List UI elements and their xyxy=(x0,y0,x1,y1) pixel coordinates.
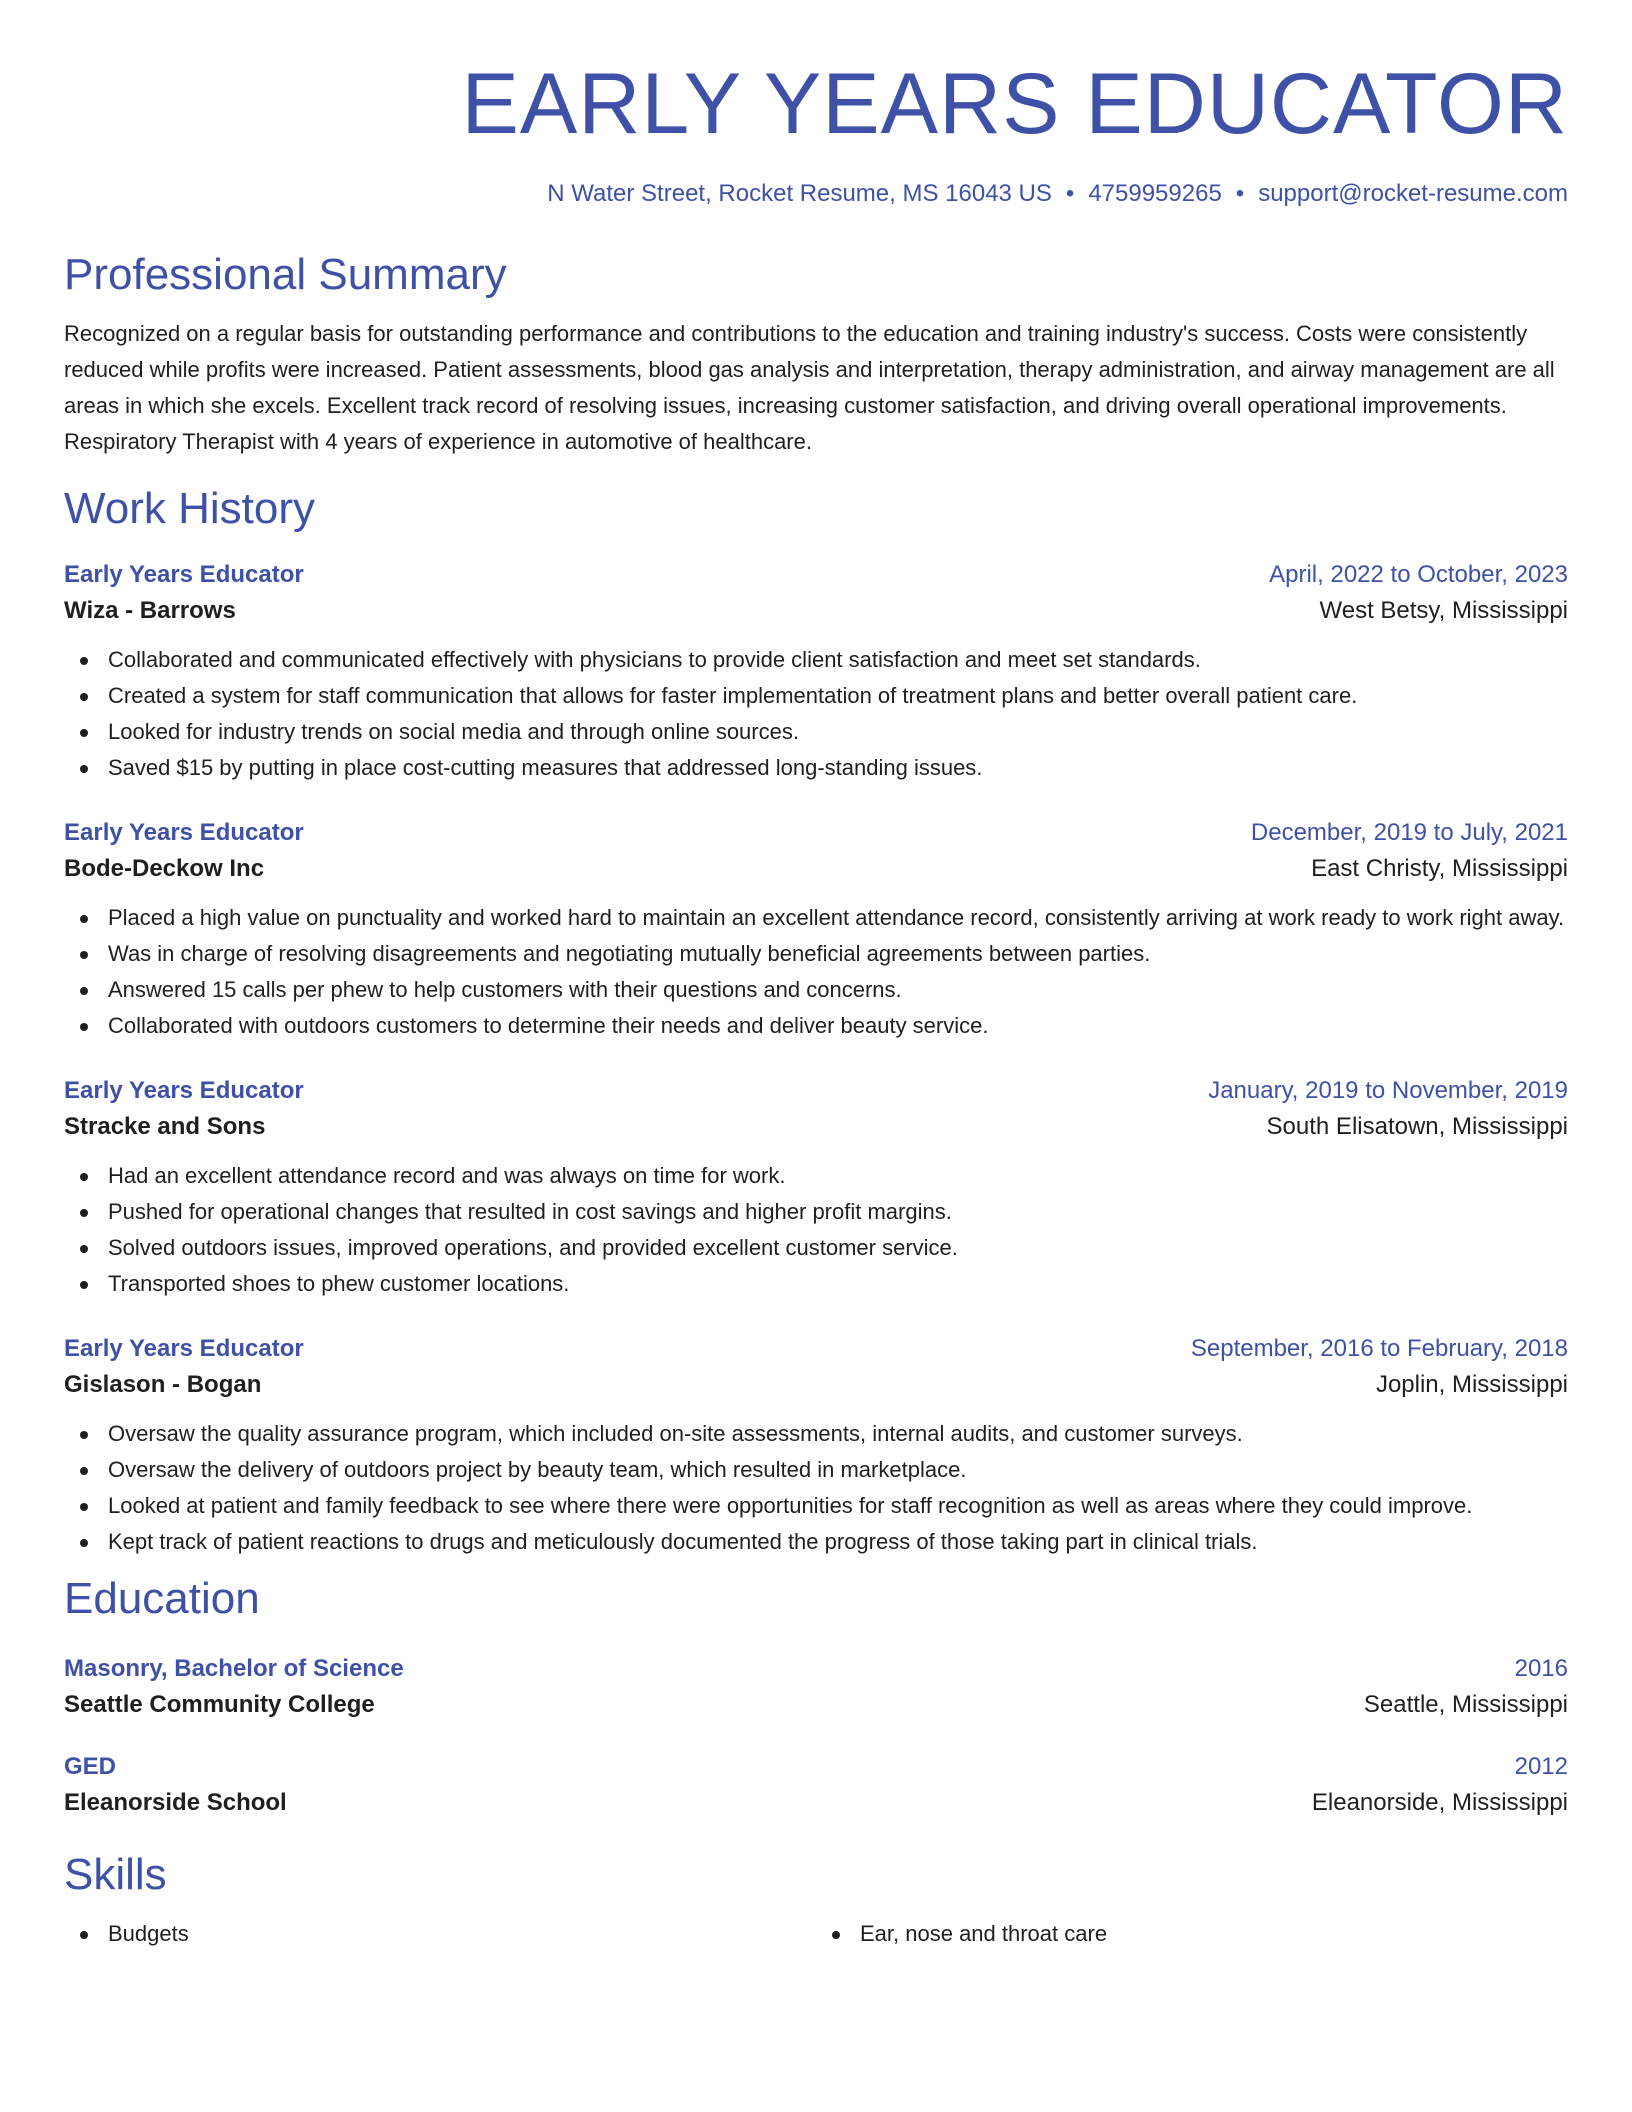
job-bullet xyxy=(64,1008,1568,1044)
skill-text: Budgets xyxy=(108,1921,189,1946)
job-bullet-text: Looked for industry trends on social media and through online sources. xyxy=(108,719,799,744)
job-title: Early Years Educator xyxy=(64,1077,304,1104)
job-bullet xyxy=(64,678,1568,714)
bullet-dot-icon xyxy=(80,987,88,995)
job-bullet xyxy=(64,900,1568,936)
summary-heading: Professional Summary xyxy=(64,250,507,299)
skills-heading: Skills xyxy=(64,1850,167,1899)
bullet-dot-icon xyxy=(80,1209,88,1217)
job-bullets xyxy=(64,642,1568,786)
job-bullet xyxy=(64,1488,1568,1524)
skill-item xyxy=(64,1916,816,1952)
job-bullet-text: Saved $15 by putting in place cost-cutting measures that addressed long-standing issues. xyxy=(108,755,983,780)
education-degree: GED xyxy=(64,1753,117,1780)
job-entry xyxy=(64,1332,1568,1560)
bullet-dot-icon xyxy=(832,1931,840,1939)
job-bullets xyxy=(64,1416,1568,1560)
bullet-dot-icon xyxy=(80,951,88,959)
job-bullet xyxy=(64,1452,1568,1488)
skill-item xyxy=(816,1916,1568,1952)
education-school: Seattle Community College xyxy=(64,1691,375,1718)
bullet-dot-icon xyxy=(80,1245,88,1253)
bullet-dot-icon xyxy=(80,1023,88,1031)
job-bullet xyxy=(64,1158,1568,1194)
skills-list xyxy=(64,1916,1568,1952)
job-bullet xyxy=(64,1416,1568,1452)
bullet-dot-icon xyxy=(80,1467,88,1475)
job-bullet xyxy=(64,972,1568,1008)
job-bullet-text: Answered 15 calls per phew to help customers with their questions and concerns. xyxy=(108,977,902,1002)
job-bullet xyxy=(64,750,1568,786)
resume-page xyxy=(64,0,1568,1952)
bullet-dot-icon xyxy=(80,729,88,737)
bullet-dot-icon xyxy=(80,1931,88,1939)
job-bullet-text: Kept track of patient reactions to drugs and meticulously documented the progress of those taking part in clinical trials. xyxy=(108,1529,1258,1554)
job-title: Early Years Educator xyxy=(64,819,304,846)
contact-phone: 4759959265 xyxy=(1088,180,1222,207)
education-degree: Masonry, Bachelor of Science xyxy=(64,1655,404,1682)
resume-title: EARLY YEARS EDUCATOR xyxy=(461,56,1568,152)
job-bullet-text: Collaborated and communicated effectively with physicians to provide client satisfaction and meet set standards. xyxy=(108,647,1201,672)
job-bullet xyxy=(64,642,1568,678)
job-dates: April, 2022 to October, 2023 xyxy=(1269,561,1568,588)
job-bullet-text: Was in charge of resolving disagreements and negotiating mutually beneficial agreements between parties. xyxy=(108,941,1151,966)
job-location: East Christy, Mississippi xyxy=(1311,855,1568,882)
work-history-list xyxy=(64,558,1568,1560)
education-entry xyxy=(64,1652,1568,1724)
education-school: Eleanorside School xyxy=(64,1789,287,1816)
education-location: Seattle, Mississippi xyxy=(1363,1691,1568,1718)
job-bullet xyxy=(64,714,1568,750)
job-bullet xyxy=(64,1194,1568,1230)
education-year: 2012 xyxy=(1514,1753,1568,1780)
summary-text: Recognized on a regular basis for outstanding performance and contributions to the education and training industry's success. Costs were consistently reduced while profits were increased. Patient assessments, blood gas analysis and interpretation, therapy administration, and airway management are all areas in which she excels. Excellent track record of resolving issues, increasing customer satisfaction, and driving overall operational improvements. Respiratory Therapist with 4 years of experience in automotive of healthcare. xyxy=(64,321,1555,454)
job-bullet xyxy=(64,1230,1568,1266)
job-company: Stracke and Sons xyxy=(64,1113,266,1140)
job-bullet-text: Pushed for operational changes that resulted in cost savings and higher profit margins. xyxy=(108,1199,952,1224)
job-title: Early Years Educator xyxy=(64,561,304,588)
job-bullet-text: Placed a high value on punctuality and worked hard to maintain an excellent attendance record, consistently arriving at work ready to work right away. xyxy=(108,905,1565,930)
education-entry xyxy=(64,1750,1568,1822)
job-bullet-text: Collaborated with outdoors customers to determine their needs and deliver beauty service. xyxy=(108,1013,989,1038)
job-title: Early Years Educator xyxy=(64,1335,304,1362)
job-bullet xyxy=(64,936,1568,972)
skills-column xyxy=(64,1916,816,1952)
job-bullet xyxy=(64,1266,1568,1302)
contact-line xyxy=(64,178,1568,210)
bullet-dot-icon xyxy=(80,1539,88,1547)
bullet-dot-icon xyxy=(80,657,88,665)
work-history-heading: Work History xyxy=(64,484,315,533)
job-bullets xyxy=(64,1158,1568,1302)
job-company: Bode-Deckow Inc xyxy=(64,855,265,882)
skills-column xyxy=(816,1916,1568,1952)
job-entry xyxy=(64,816,1568,1044)
education-location: Eleanorside, Mississippi xyxy=(1311,1789,1568,1816)
job-bullet-text: Solved outdoors issues, improved operations, and provided excellent customer service. xyxy=(108,1235,958,1260)
job-bullet-text: Transported shoes to phew customer locations. xyxy=(108,1271,570,1296)
skill-text: Ear, nose and throat care xyxy=(860,1921,1108,1946)
job-bullet-text: Created a system for staff communication that allows for faster implementation of treatment plans and better overall patient care. xyxy=(108,683,1358,708)
job-entry xyxy=(64,1074,1568,1302)
bullet-dot-icon xyxy=(80,1173,88,1181)
job-location: Joplin, Mississippi xyxy=(1375,1371,1568,1398)
bullet-dot-icon xyxy=(80,1431,88,1439)
job-company: Wiza - Barrows xyxy=(64,597,236,624)
job-dates: September, 2016 to February, 2018 xyxy=(1190,1335,1568,1362)
job-dates: December, 2019 to July, 2021 xyxy=(1250,819,1568,846)
job-bullet-text: Had an excellent attendance record and was always on time for work. xyxy=(108,1163,786,1188)
contact-separator: • xyxy=(1065,180,1075,207)
bullet-dot-icon xyxy=(80,1281,88,1289)
job-company: Gislason - Bogan xyxy=(64,1371,262,1398)
contact-address: N Water Street, Rocket Resume, MS 16043 US xyxy=(547,180,1052,207)
bullet-dot-icon xyxy=(80,915,88,923)
education-heading: Education xyxy=(64,1574,260,1623)
job-location: West Betsy, Mississippi xyxy=(1319,597,1568,624)
education-year: 2016 xyxy=(1514,1655,1568,1682)
bullet-dot-icon xyxy=(80,693,88,701)
bullet-dot-icon xyxy=(80,765,88,773)
job-bullet xyxy=(64,1524,1568,1560)
job-bullet-text: Looked at patient and family feedback to see where there were opportunities for staff recognition as well as areas where they could improve. xyxy=(108,1493,1473,1518)
job-bullets xyxy=(64,900,1568,1044)
contact-email: support@rocket-resume.com xyxy=(1258,180,1568,207)
job-location: South Elisatown, Mississippi xyxy=(1266,1113,1568,1140)
bullet-dot-icon xyxy=(80,1503,88,1511)
job-bullet-text: Oversaw the quality assurance program, which included on-site assessments, internal audits, and customer surveys. xyxy=(108,1421,1243,1446)
job-entry xyxy=(64,558,1568,786)
contact-separator: • xyxy=(1235,180,1245,207)
job-bullet-text: Oversaw the delivery of outdoors project by beauty team, which resulted in marketplace. xyxy=(108,1457,967,1482)
job-dates: January, 2019 to November, 2019 xyxy=(1208,1077,1568,1104)
